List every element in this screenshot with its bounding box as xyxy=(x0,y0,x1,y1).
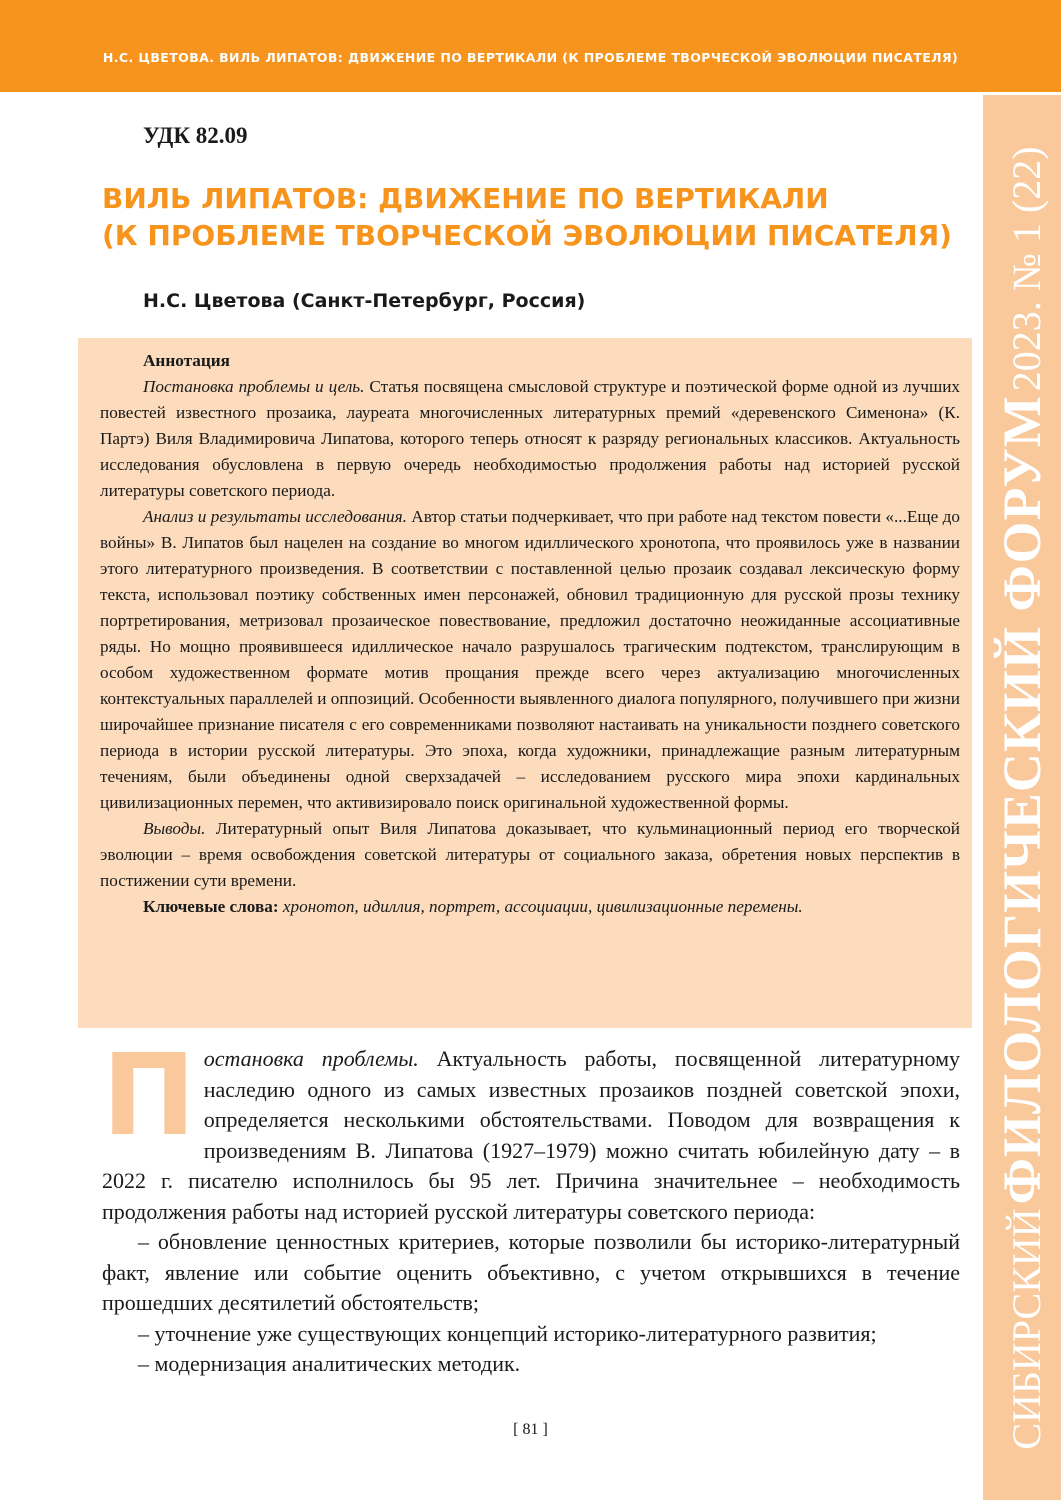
body-text-intro: Актуальность работы, посвященной литературному наследию одного из самых известных прозаиков поздней советской эпохи, определяется несколькими обстоятельствами. Поводом для возвращения к произведениям В. Липатова (1927–1979) можно считать юбилейную дату – в 2022 г. писателю исполнилось бы 95 лет. Причина значительнее – необходимость продолжения работы над историей русской литературы советского периода: xyxy=(102,1046,961,1224)
abstract-paragraph-problem xyxy=(100,374,960,504)
journal-issue: 2023. № 1 (22) xyxy=(1004,145,1049,391)
abstract-text-problem: Статья посвящена смысловой структуре и поэтической форме одной из лучших повестей известного прозаика, лауреата многочисленных литературных премий «деревенского Сименона» (К. Партэ) Виля Владимировича Липатова, которого теперь относят к разряду региональных классиков. Актуальность исследования обусловлена в первую очередь необходимостью продолжения работы над историей русской литературы советского периода. xyxy=(100,377,960,500)
abstract-keywords xyxy=(100,894,960,920)
abstract-paragraph-conclusions xyxy=(100,816,960,894)
keywords-label: Ключевые слова: xyxy=(143,897,279,916)
author-line: Н.С. Цветова (Санкт-Петербург, Россия) xyxy=(143,290,586,312)
running-title: Н.С. ЦВЕТОВА. ВИЛЬ ЛИПАТОВ: ДВИЖЕНИЕ ПО ВЕРТИКАЛИ (К ПРОБЛЕМЕ ТВОРЧЕСКОЙ ЭВОЛЮЦИИ ПИСАТЕЛЯ) xyxy=(102,50,959,65)
body-label-problem: остановка проблемы. xyxy=(203,1046,419,1071)
drop-cap: П xyxy=(102,1031,196,1161)
body-paragraph-intro xyxy=(102,1031,961,1227)
article-title-line1: ВИЛЬ ЛИПАТОВ: ДВИЖЕНИЕ ПО ВЕРТИКАЛИ xyxy=(102,182,829,215)
abstract-paragraph-analysis xyxy=(100,504,960,816)
abstract-box xyxy=(78,338,972,1028)
keywords-list: хронотоп, идиллия, портрет, ассоциации, цивилизационные перемены. xyxy=(278,897,803,916)
body-list-item: – обновление ценностных критериев, которые позволили бы историко-литературный факт, явление или событие оценить объективно, с учетом открывшихся в течение прошедших десятилетий обстоятельств; xyxy=(102,1229,960,1315)
abstract-content xyxy=(100,348,960,920)
abstract-label-problem: Постановка проблемы и цель. xyxy=(143,377,365,396)
article-title-line2: (К ПРОБЛЕМЕ ТВОРЧЕСКОЙ ЭВОЛЮЦИИ ПИСАТЕЛЯ) xyxy=(102,219,952,252)
body-list-item: – модернизация аналитических методик. xyxy=(138,1351,521,1376)
page-number: [ 81 ] xyxy=(513,1421,548,1438)
abstract-text-conclusions: Литературный опыт Виля Липатова доказывает, что кульминационный период его творческой эволюции – время освобождения советской литературы от социального заказа, обретения новых перспектив в постижении сути времени. xyxy=(100,819,960,890)
body-list-item: – уточнение уже существующих концепций историко-литературного развития; xyxy=(138,1320,877,1346)
abstract-label-conclusions: Выводы. xyxy=(143,819,206,838)
article-body xyxy=(102,1031,961,1380)
journal-name: ФИЛОЛОГИЧЕСКИЙ ФОРУМ xyxy=(992,394,1052,1204)
abstract-label-analysis: Анализ и результаты исследования. xyxy=(143,507,407,526)
journal-sidebar-text xyxy=(991,146,1053,1449)
abstract-heading: Аннотация xyxy=(143,351,230,370)
journal-prefix: СИБИРСКИЙ xyxy=(1004,1207,1049,1450)
udk-code: УДК 82.09 xyxy=(143,123,248,148)
journal-sidebar xyxy=(983,95,1061,1500)
running-header-bar xyxy=(0,0,1061,92)
abstract-text-analysis: Автор статьи подчеркивает, что при работе над текстом повести «...Еще до войны» В. Липатов был нацелен на создание во многом идиллического хронотопа, что проявилось уже в названии этого литературного произведения. В соответствии с поставленной целью прозаик создавал лексическую форму текста, использовал поэтику собственных имен персонажей, обновил традиционную для русской прозы технику портретирования, метризовал прозаическое повествование, предложил достаточно неожиданные ассоциативные ряды. Но мощно проявившееся идиллическое начало разрушалось трагическим подтекстом, транслирующим в особом художественном формате мотив прощания прежде всего через актуализацию многочисленных контекстуальных параллелей и оппозиций. Особенности выявленного диалога популярного, получившего при жизни широчайшее признание писателя с его современниками позволяют настаивать на уникальности позднего советского периода в истории русской литературы. Это эпоха, когда художники, принадлежащие разным литературным течениям, были объединены одной сверхзадачей – исследованием русского мира эпохи кардинальных цивилизационных перемен, что активизировало поиск оригинальной художественной формы. xyxy=(100,507,960,812)
article-title xyxy=(102,180,962,254)
